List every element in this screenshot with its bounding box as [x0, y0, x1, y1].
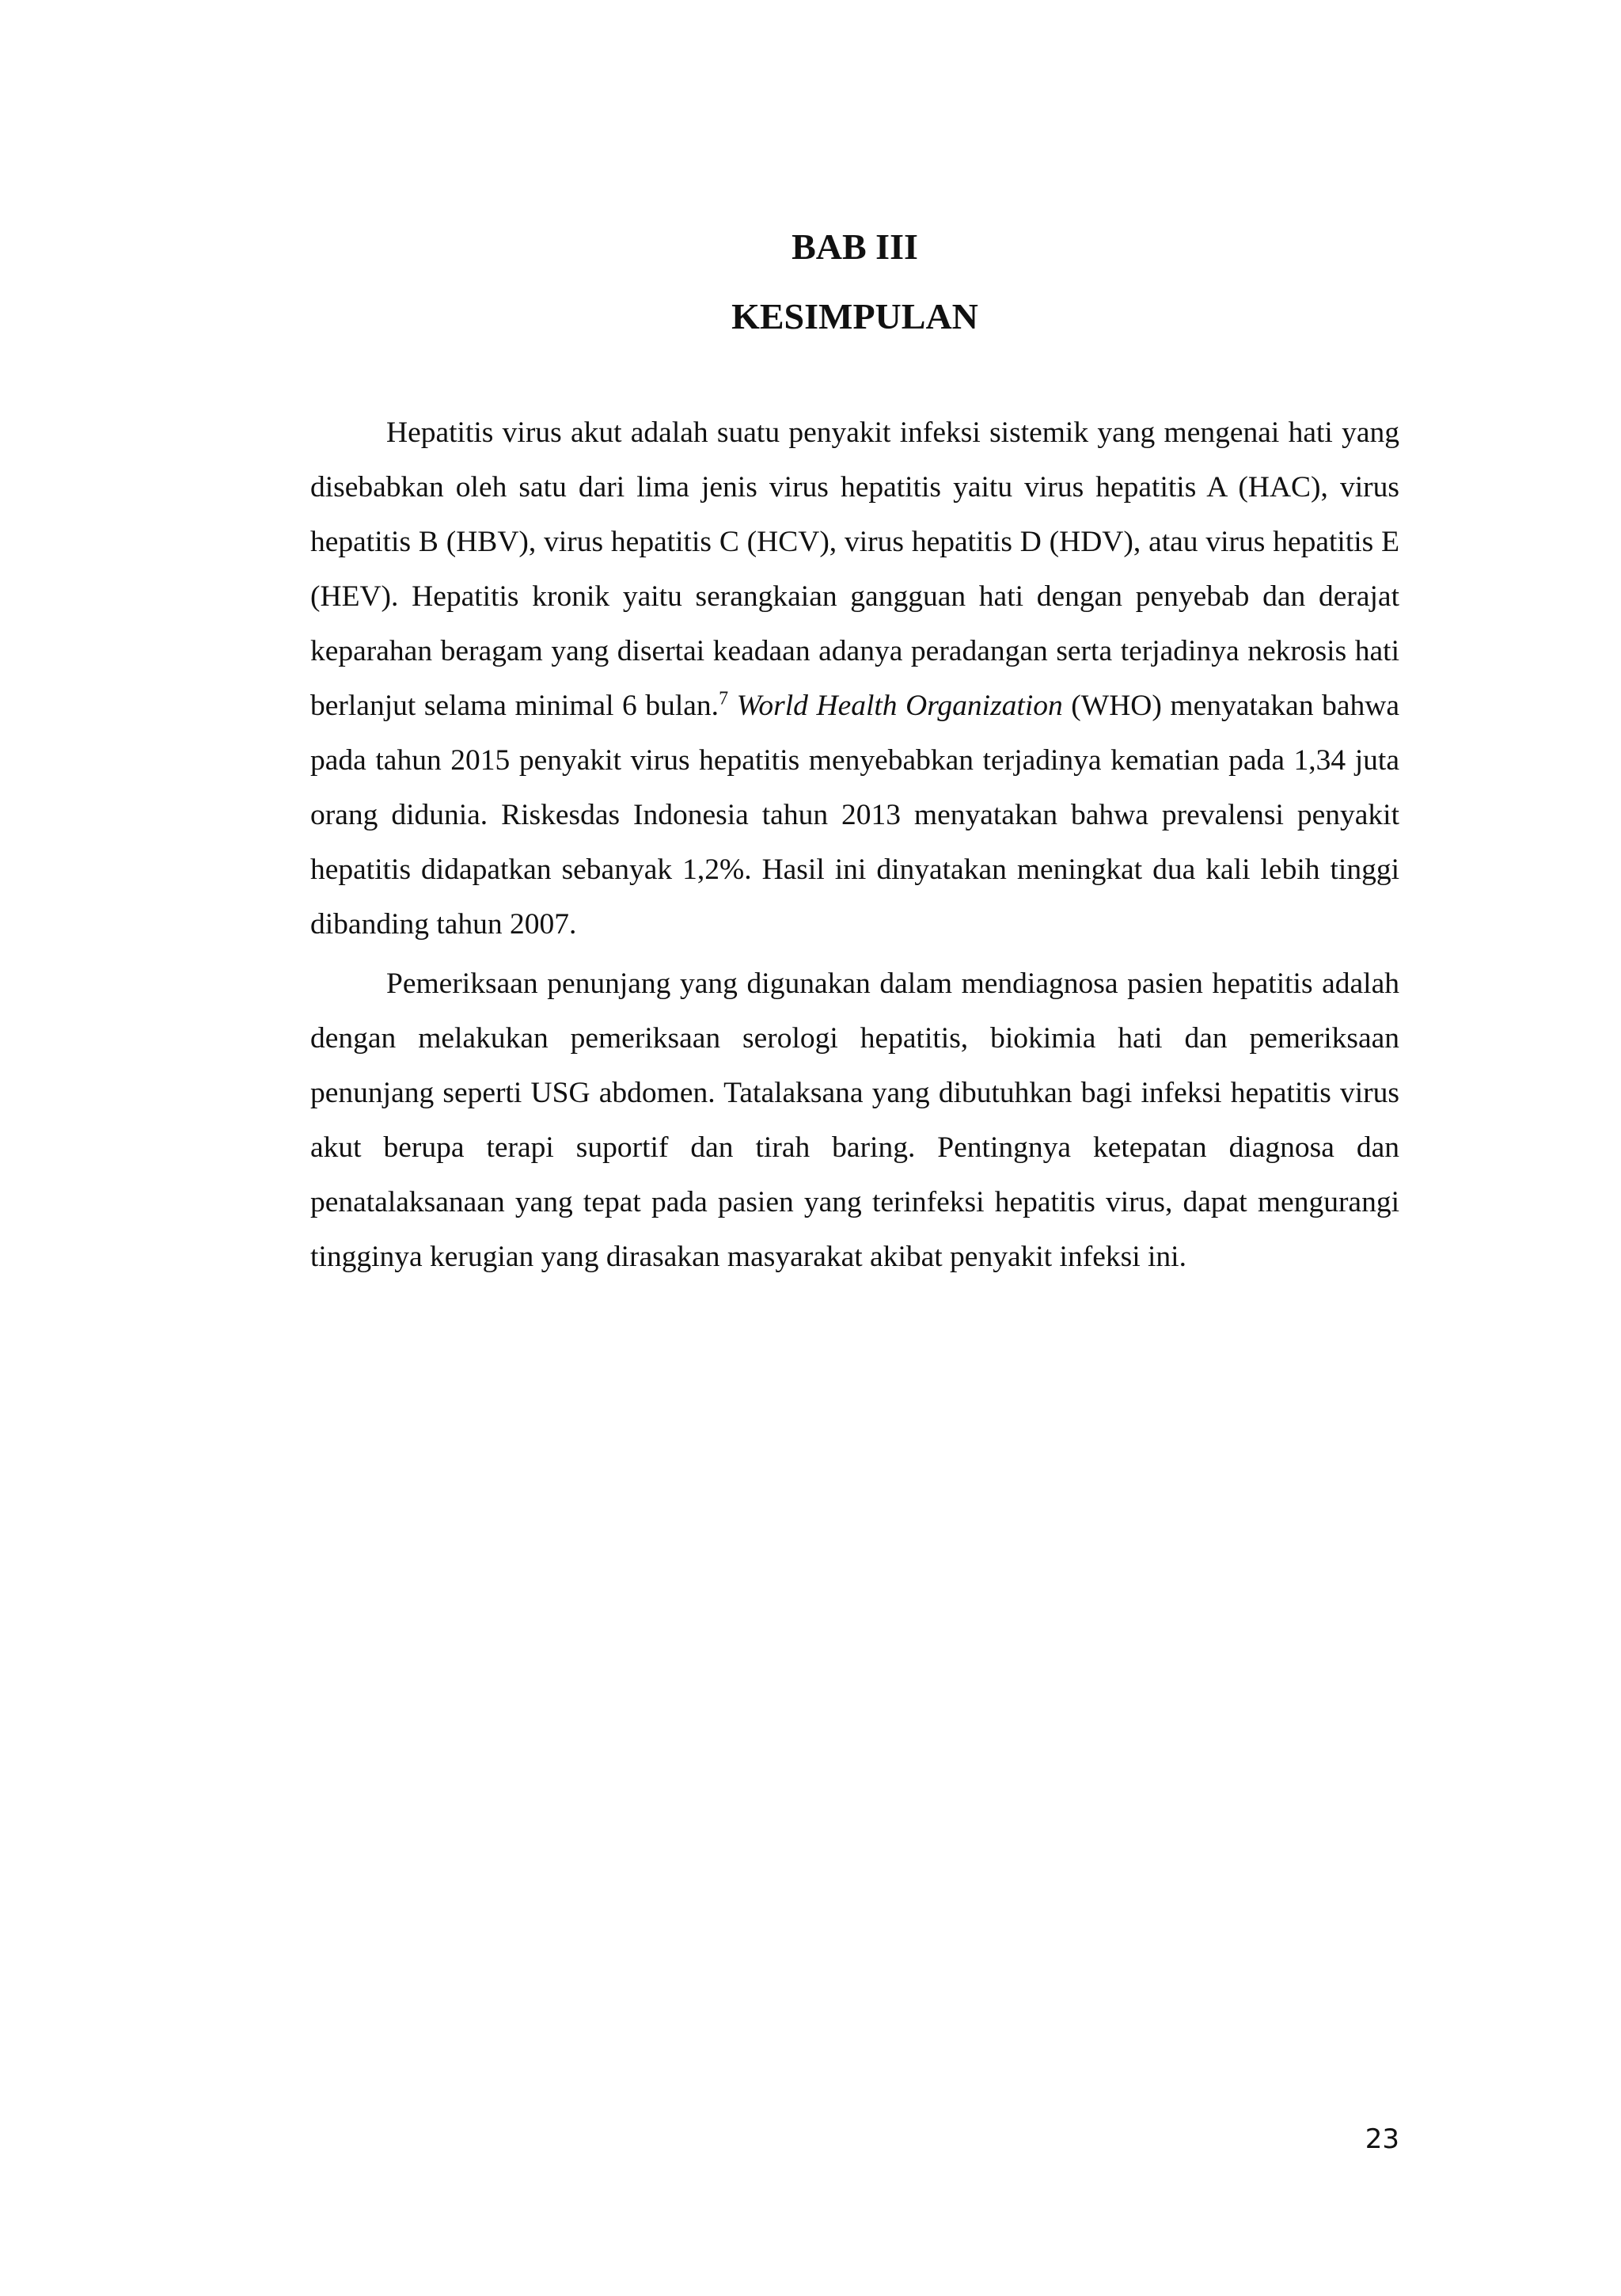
citation-superscript: 7	[719, 688, 729, 709]
paragraph-2: Pemeriksaan penunjang yang digunakan dalam mendiagnosa pasien hepatitis adalah dengan melakukan pemeriksaan serologi hepatitis, biokimia hati dan pemeriksaan penunjang seperti USG abdomen. Tatalaksana yang dibutuhkan bagi infeksi hepatitis virus akut berupa terapi suportif dan tirah baring. Pentingnya ketepatan diagnosa dan penatalaksanaan yang tepat pada pasien yang terinfeksi hepatitis virus, dapat mengurangi tingginya kerugian yang dirasakan masyarakat akibat penyakit infeksi ini.	[310, 967, 1399, 1273]
paragraph-1-continued: (WHO) menyatakan bahwa pada tahun 2015 penyakit virus hepatitis menyebabkan terjadinya kematian pada 1,34 juta orang didunia. Riskesdas Indonesia tahun 2013 menyatakan bahwa prevalensi penyakit hepatitis didapatkan sebanyak 1,2%. Hasil ini dinyatakan meningkat dua kali lebih tinggi dibanding tahun 2007.	[310, 690, 1399, 941]
page-number: 23	[1365, 2123, 1399, 2155]
italic-organization-name: World Health Organization	[736, 690, 1063, 722]
paragraph-1-text: Hepatitis virus akut adalah suatu penyakit infeksi sistemik yang mengenai hati yang disebabkan oleh satu dari lima jenis virus hepatitis yaitu virus hepatitis A (HAC), virus hepatitis B (HBV), virus hepatitis C (HCV), virus hepatitis D (HDV), atau virus hepatitis E (HEV). Hepatitis kronik yaitu serangkaian gangguan hati dengan penyebab dan derajat keparahan beragam yang disertai keadaan adanya peradangan serta terjadinya nekrosis hati berlanjut selama minimal 6 bulan.	[310, 416, 1399, 722]
body-text	[310, 405, 1399, 1284]
space	[728, 690, 737, 722]
chapter-heading	[310, 212, 1399, 352]
chapter-title: KESIMPULAN	[731, 296, 978, 336]
chapter-number: BAB III	[792, 226, 918, 267]
paragraph-1	[310, 405, 1399, 952]
